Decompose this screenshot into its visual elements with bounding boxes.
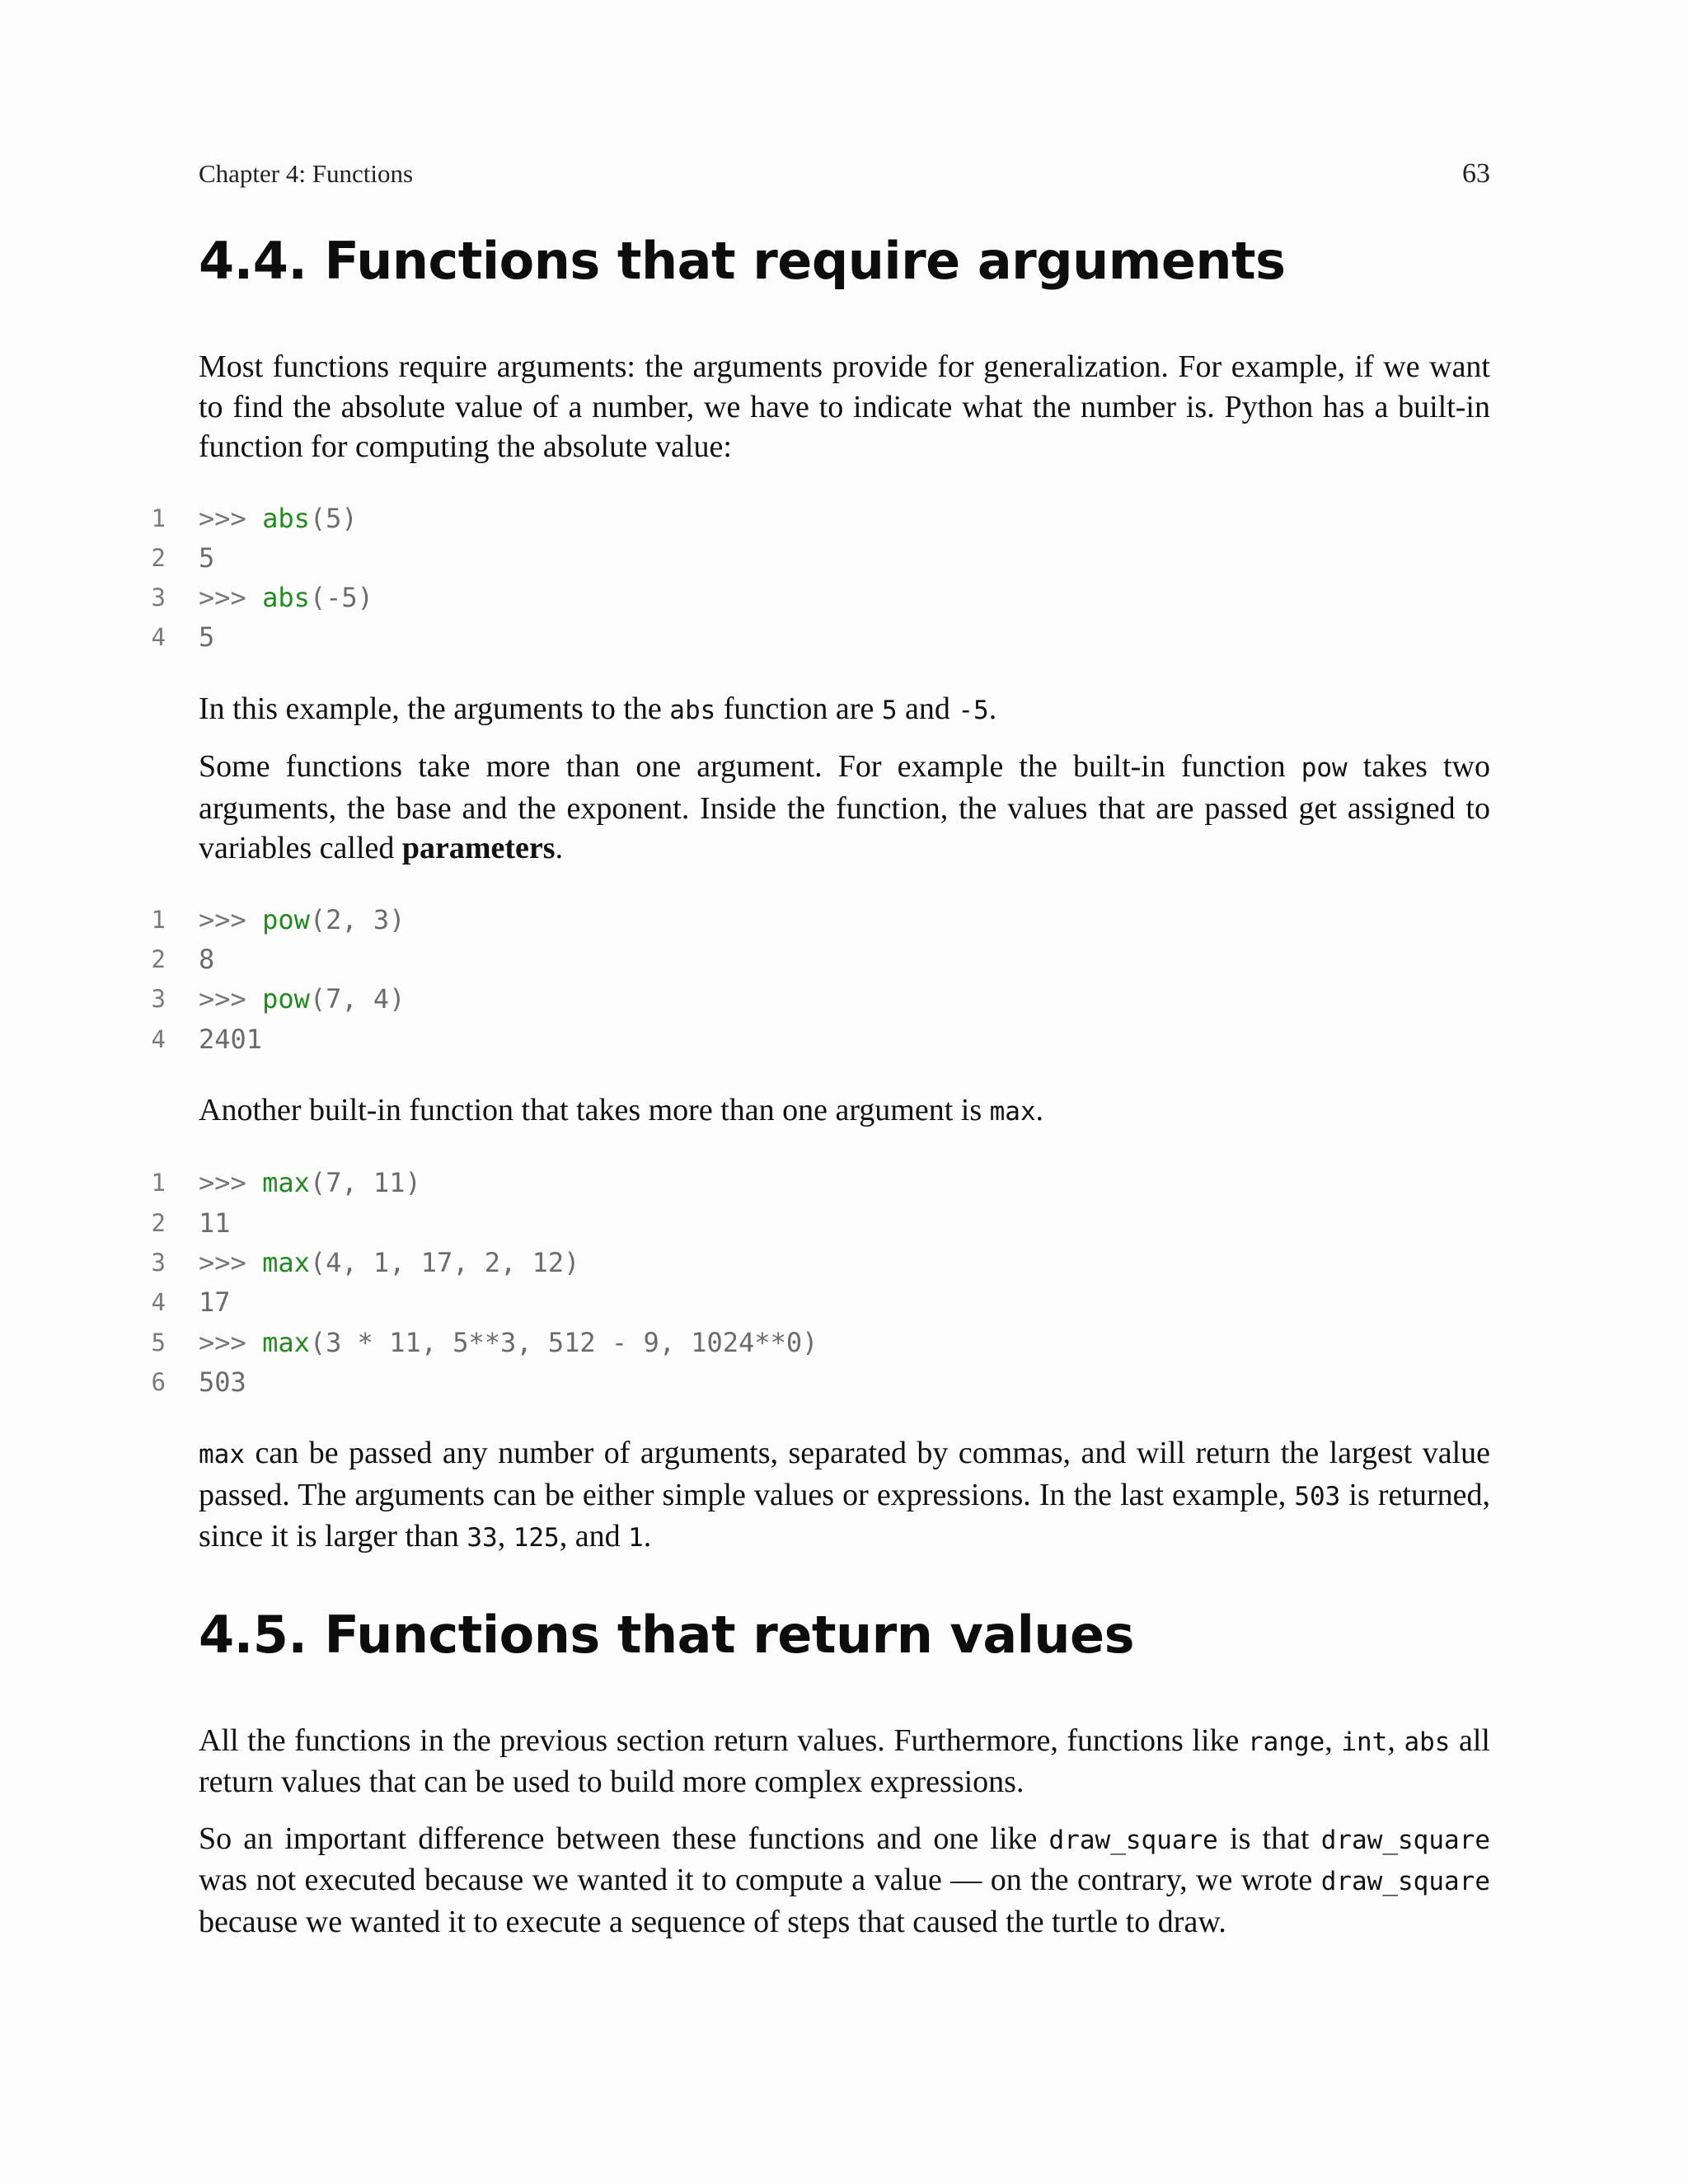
code-text (199, 578, 373, 617)
code-text (199, 940, 214, 979)
repl-output: 8 (199, 943, 215, 975)
text-run: , (497, 1519, 513, 1554)
function-name: abs (262, 582, 310, 614)
repl-output: 5 (199, 541, 215, 574)
code-text (199, 1163, 421, 1202)
paragraph (199, 1819, 1490, 1943)
chapter-title: Chapter 4: Functions (199, 159, 414, 188)
line-number: 5 (151, 1328, 166, 1357)
text-run: , and (559, 1519, 629, 1554)
repl-prompt: >>> (199, 1326, 263, 1358)
code-text (199, 1019, 262, 1059)
code-line (0, 979, 1490, 1019)
text-run: takes two arguments, the base and the exponent. Inside the function, the values that are passed get assigned to variables called (199, 749, 1490, 866)
repl-output: 503 (199, 1366, 246, 1398)
paragraph: Most functions require arguments: the arguments provide for generalization. For example, if we want to find the absolute value of a number, we have to indicate what the number is. Python has a built-in function for computing the absolute value: (199, 349, 1490, 464)
text-run: All the functions in the previous section return values. Furthermore, functions like (199, 1722, 1248, 1758)
inline-code: 33 (467, 1523, 498, 1554)
paragraph (199, 1090, 1490, 1132)
code-text (199, 1362, 246, 1402)
line-number: 2 (151, 1208, 166, 1237)
line-number: 3 (151, 1248, 166, 1277)
text-run: is returned, since it is larger than (199, 1477, 1490, 1554)
code-text (199, 1282, 231, 1322)
text-run: because we wanted it to execute a sequence of steps that caused the turtle to draw. (199, 1904, 1226, 1939)
inline-code: max (199, 1440, 245, 1470)
line-number: 3 (151, 985, 166, 1014)
inline-code: draw_square (1320, 1867, 1490, 1897)
repl-prompt: >>> (199, 502, 263, 534)
function-args: (-5) (309, 582, 373, 614)
text-run: . (988, 691, 997, 726)
inline-code: 503 (1294, 1481, 1341, 1511)
paragraph (199, 689, 1490, 731)
text-run: Some functions take more than one argument. For example the built-in function (199, 749, 1301, 785)
text-run: can be passed any number of arguments, separated by commas, and will return the largest value passed. The arguments can be either simple values or expressions. In the last example, (199, 1436, 1490, 1512)
code-block-pow (0, 900, 1490, 1059)
function-args: (7, 11) (309, 1167, 421, 1199)
code-line (0, 1163, 1490, 1202)
line-number: 2 (151, 543, 166, 572)
repl-output: 11 (199, 1207, 231, 1239)
code-line (0, 900, 1490, 940)
code-line (0, 617, 1490, 657)
code-text (199, 1323, 818, 1362)
repl-prompt: >>> (199, 903, 263, 935)
text-run: was not executed because we wanted it to compute a value — on the contrary, we wrote (199, 1863, 1321, 1898)
paragraph (199, 1433, 1490, 1558)
code-block-max (0, 1163, 1490, 1402)
section-heading: 4.5. Functions that return values (199, 1604, 1135, 1665)
code-text (199, 1243, 579, 1282)
page-number: 63 (1462, 158, 1490, 189)
line-number: 6 (151, 1367, 166, 1396)
inline-code: -5 (958, 695, 989, 725)
code-line (0, 1282, 1490, 1322)
code-text (199, 499, 358, 538)
line-number: 4 (151, 1024, 166, 1053)
text-run: , (1325, 1722, 1342, 1758)
code-line (0, 578, 1490, 617)
inline-code: draw_square (1048, 1825, 1218, 1855)
paragraph (199, 1721, 1490, 1802)
repl-output: 5 (199, 621, 215, 654)
code-line (0, 1203, 1490, 1243)
inline-code: int (1341, 1727, 1388, 1757)
function-name: max (262, 1326, 310, 1358)
line-number: 2 (151, 944, 166, 973)
repl-output: 17 (199, 1286, 231, 1319)
line-number: 3 (151, 583, 166, 612)
repl-prompt: >>> (199, 983, 263, 1015)
code-text (199, 979, 405, 1019)
function-args: (7, 4) (309, 983, 406, 1015)
inline-code: 1 (628, 1523, 644, 1554)
code-text (199, 1203, 231, 1243)
text-run: , (1387, 1722, 1404, 1758)
function-name: abs (262, 502, 310, 534)
code-text (199, 617, 214, 657)
inline-code: 5 (881, 695, 898, 725)
text-run: Another built-in function that takes more than one argument is (199, 1092, 990, 1127)
function-name: max (262, 1167, 310, 1199)
inline-code: max (989, 1096, 1036, 1127)
running-header (199, 158, 1490, 190)
main-content (151, 231, 1491, 1958)
text-run: all return values that can be used to build more complex expressions. (199, 1722, 1490, 1800)
repl-prompt: >>> (199, 1246, 263, 1278)
code-text (199, 900, 405, 940)
inline-code: 125 (513, 1523, 560, 1554)
repl-output: 2401 (199, 1023, 263, 1055)
code-line (0, 538, 1490, 578)
text-run: . (1035, 1092, 1044, 1127)
text-run: So an important difference between these functions and one like (199, 1821, 1049, 1856)
code-text (199, 538, 214, 578)
inline-code: pow (1301, 753, 1348, 784)
text-run: . (643, 1519, 652, 1554)
code-line (0, 940, 1490, 979)
text-run: In this example, the arguments to the (199, 691, 670, 726)
code-line (0, 1362, 1490, 1402)
text-run: is that (1217, 1821, 1321, 1856)
section-heading: 4.4. Functions that require arguments (199, 231, 1286, 291)
text-run: and (897, 691, 959, 726)
inline-code: abs (1404, 1727, 1451, 1757)
line-number: 4 (151, 623, 166, 652)
code-line (0, 499, 1490, 538)
inline-code: abs (669, 695, 716, 725)
term-parameters: parameters (401, 831, 556, 866)
function-name: max (262, 1246, 310, 1278)
text-run: . (555, 831, 564, 866)
function-args: (2, 3) (309, 903, 406, 935)
function-name: pow (262, 903, 310, 935)
code-line (0, 1243, 1490, 1282)
line-number: 1 (151, 504, 166, 532)
function-name: pow (262, 983, 310, 1015)
function-args: (5) (309, 502, 358, 534)
inline-code: range (1247, 1727, 1325, 1757)
line-number: 4 (151, 1288, 166, 1317)
paragraph (199, 747, 1490, 869)
function-args: (4, 1, 17, 2, 12) (309, 1246, 580, 1278)
line-number: 1 (151, 1169, 166, 1197)
code-line (0, 1019, 1490, 1059)
inline-code: draw_square (1320, 1825, 1491, 1855)
repl-prompt: >>> (199, 1167, 263, 1199)
code-block-abs (0, 499, 1490, 658)
code-line (0, 1323, 1490, 1362)
function-args: (3 * 11, 5**3, 512 - 9, 1024**0) (309, 1326, 818, 1358)
text-run: function are (715, 691, 882, 726)
repl-prompt: >>> (199, 582, 263, 614)
line-number: 1 (151, 905, 166, 934)
